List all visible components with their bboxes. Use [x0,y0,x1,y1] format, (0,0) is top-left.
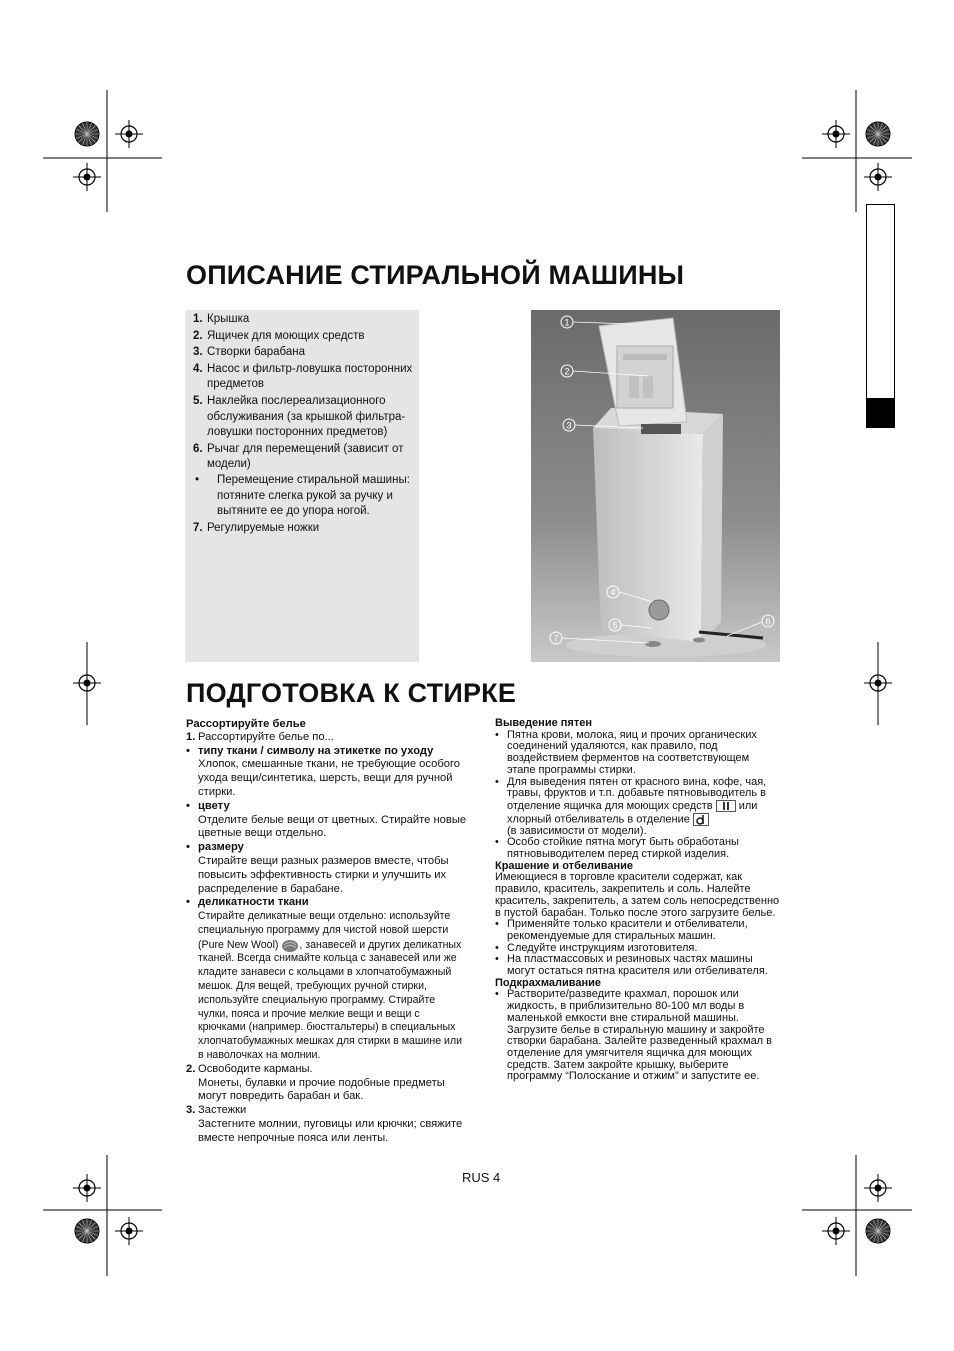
dye-text: Имеющиеся в торговле красители содержат, как правило, краситель, закрепитель и соль. Налейте краситель, закрепитель, а затем соль непосредственно в пустой барабан. Только после этого загрузите белье. [495,871,780,919]
dye-heading: Крашение и отбеливание [495,859,633,872]
registration-star-icon [866,1219,890,1243]
list-item: 5. Наклейка послереализационного обслуживания (за крышкой фильтра-ловушки посторонних предметов) [193,394,406,439]
dye-item: Следуйте инструкциям изготовителя. [507,941,698,954]
dye-item: Применяйте только красители и отбеливатели, рекомендуемые для стиральных машин. [507,918,748,942]
sort-intro: Рассортируйте белье по... [198,730,334,743]
size-text: Стирайте вещи разных размеров вместе, чтобы повысить эффективность стирки и улучшить их распределение в барабане. [198,854,449,895]
delicacy-heading: деликатности ткани [198,896,309,909]
pockets-text: Монеты, булавки и прочие подобные предметы могут повредить барабан и бак. [198,1076,445,1103]
parts-list-panel [185,310,419,662]
section-title-description: ОПИСАНИЕ СТИРАЛЬНОЙ МАШИНЫ [186,260,685,290]
fasteners-text: Застегните молнии, пуговицы или крючки; свяжите вместе непрочные пояса или ленты. [198,1117,463,1144]
callout-5: 5 [612,620,618,631]
delicacy-text: Стирайте деликатные вещи отдельно: используйте специальную программу для чистой новой шерсти (Pure New Wool) , занавесей и других деликатных тканей. Всегда снимайте кольца с занавесей или же кладите занавеси с кольцами в хлопчатобумажный мешок. Для вещей, требующих ручной стирки, используйте специальную программу. Стирайте чулки, пояса и прочие мелкие вещи и вещи с крючками (например. бюстгальтеры) в специальных хлопчатобумажных мешках для стирки в машине или в наволочках на молнии. [198,910,463,1061]
pockets-heading: Освободите карманы. [198,1062,313,1075]
callout-4: 4 [610,587,616,598]
page-number: RUS 4 [462,1170,501,1185]
starch-item: Растворите/разведите крахмал, порошок или жидкость, в приблизительно 80-100 мл воды в маленькой емкости вне стиральной машины. Загрузите белье в стиральную машину и закройте створки барабана. Залейте разведенный крахмал в отделение для умягчителя ящичка для моющих средств. Затем закройте крышку, выберите программу “Полоскание и отжим” и запустите ее. [507,988,772,1083]
registration-target-icon [115,1217,143,1245]
fabric-type-text: Хлопок, смешанные ткани, не требующие особого ухода вещи/синтетика, шерсть, вещи для ручной стирки. [198,758,461,798]
parts-list [193,312,415,536]
registration-target-icon [822,120,850,148]
fasteners-heading: Застежки [198,1104,247,1117]
left-column: Рассортируйте белье 1. Рассортируйте белье по... • типу ткани / символу на этикетке по уходу Хлопок, смешанные ткани, не требующие особого ухода вещи/синтетика, шерсть, вещи для ручной стирки. • цвету Отделите белые вещи от цветных. Стирайте новые цветные вещи отдельно. • размеру Стирайте вещи разных размеров вместе, чтобы повысить эффективность стирки и улучшить их распределение в барабане. • деликатности ткани Стирайте деликатные вещи отдельно: используйте специальную программу для чистой новой шерсти (Pure New Wool) , занавесей и других деликатных тканей. Всегда снимайте кольца с занавесей или же кладите занавеси с кольцами в хлопчатобумажный мешок. Для вещей, требующих ручной стирки, используйте специальную программу. Стирайте чулки, пояса и прочие мелкие вещи и вещи с крючками (например. бюстгальтеры) в специальных хлопчатобумажных мешках для стирки в машине или в наволочках на молнии. 2. Освободите карманы. Монеты, булавки и прочие подобные предметы могут повредить барабан и бак. 3. Застежки Застегните молнии, пуговицы или крючки; свяжите вместе непрочные пояса или ленты. [186,718,467,1144]
side-tab-marker [866,398,895,428]
bleach-icon [693,813,709,826]
side-tab [866,204,895,428]
compartment-ii-icon [716,800,736,812]
color-text: Отделите белые вещи от цветных. Стирайте новые цветные вещи отдельно. [198,813,467,840]
registration-target-icon [115,120,143,148]
registration-target-icon [73,163,101,191]
list-number: 1. [186,730,196,743]
registration-target-icon [864,163,892,191]
stains-item: Пятна крови, молока, яиц и прочих органических соединений удаляются, как правило, под воздействием ферментов на соответствующем этапе программы стирки. [507,728,757,776]
wool-ball-icon [281,938,299,952]
list-item: 4. Насос и фильтр-ловушка посторонних предметов [193,362,413,391]
callout-7: 7 [553,633,559,644]
list-item: 2. Ящичек для моющих средств [193,329,365,342]
stains-item: Особо стойкие пятна могут быть обработаны пятновыводителем перед стиркой изделия. [507,836,739,861]
list-item: • Перемещение стиральной машины: потяните слегка рукой за ручку и вытяните ее до упора ногой. [195,473,410,518]
starch-heading: Подкрахмаливание [495,976,602,989]
list-item: 1. Крышка [193,313,250,325]
registration-star-icon [866,122,890,146]
fabric-type-heading: типу ткани / символу на этикетке по уходу [198,744,434,757]
registration-star-icon [75,122,99,146]
registration-target-icon [822,1217,850,1245]
section-title-preparation: ПОДГОТОВКА К СТИРКЕ [186,678,517,708]
stains-heading: Выведение пятен [495,717,592,729]
washing-machine-photo [531,310,780,662]
dye-item: На пластмассовых и резиновых частях машины могут остаться пятна красителя или отбеливателя. [507,953,768,978]
callout-6: 6 [765,616,771,627]
sort-heading: Рассортируйте белье [186,718,306,730]
right-column: Выведение пятен • Пятна крови, молока, яиц и прочих органических соединений удаляются, как правило, под воздействием ферментов на соответствующем этапе программы стирки. • Для выведения пятен от красного вина, кофе, чая, травы, фруктов и т.п. добавьте пятновыводитель в отделение ящичка для моющих средств или хлорный отбеливатель в отделение (в зависимости от модели). • Особо стойкие пятна могут быть обработаны пятновыводителем перед стиркой изделия. Крашение и отбеливание Имеющиеся в торговле красители содержат, как правило, краситель, закрепитель и соль. Налейте краситель, закрепитель, а затем соль непосредственно в пустой барабан. Только после этого загрузите белье. • Применяйте только красители и отбеливатели, рекомендуемые для стиральных машин. • Следуйте инструкциям изготовителя. • На пластмассовых и резиновых частях машины могут остаться пятна красителя или отбеливателя. Подкрахмаливание • Растворите/разведите крахмал, порошок или жидкость, в приблизительно 80-100 мл воды в маленькой емкости вне стиральной машины. Загрузите белье в стиральную машину и закройте створки барабана. Залейте разведенный крахмал в отделение для умягчителя ящичка для моющих средств. Затем закройте крышку, выберите программу “Полоскание и отжим” и запустите ее. [495,717,780,1083]
stains-item: Для выведения пятен от красного вина, кофе, чая, травы, фруктов и т.п. добавьте пятновыводитель в отделение ящичка для моющих средств или хлорный отбеливатель в отделение (в зависимости от модели). [507,775,767,837]
callout-1: 1 [564,317,570,328]
registration-star-icon [75,1219,99,1243]
size-heading: размеру [198,841,244,854]
list-item: 6. Рычаг для перемещений (зависит от модели) [193,442,404,471]
registration-target-icon [864,1174,892,1202]
registration-target-icon [73,1174,101,1202]
callout-3: 3 [566,420,572,431]
color-heading: цвету [198,799,230,812]
callout-2: 2 [564,366,570,377]
list-item: 7. Регулируемые ножки [193,521,320,534]
list-item: 3. Створки барабана [193,346,305,359]
